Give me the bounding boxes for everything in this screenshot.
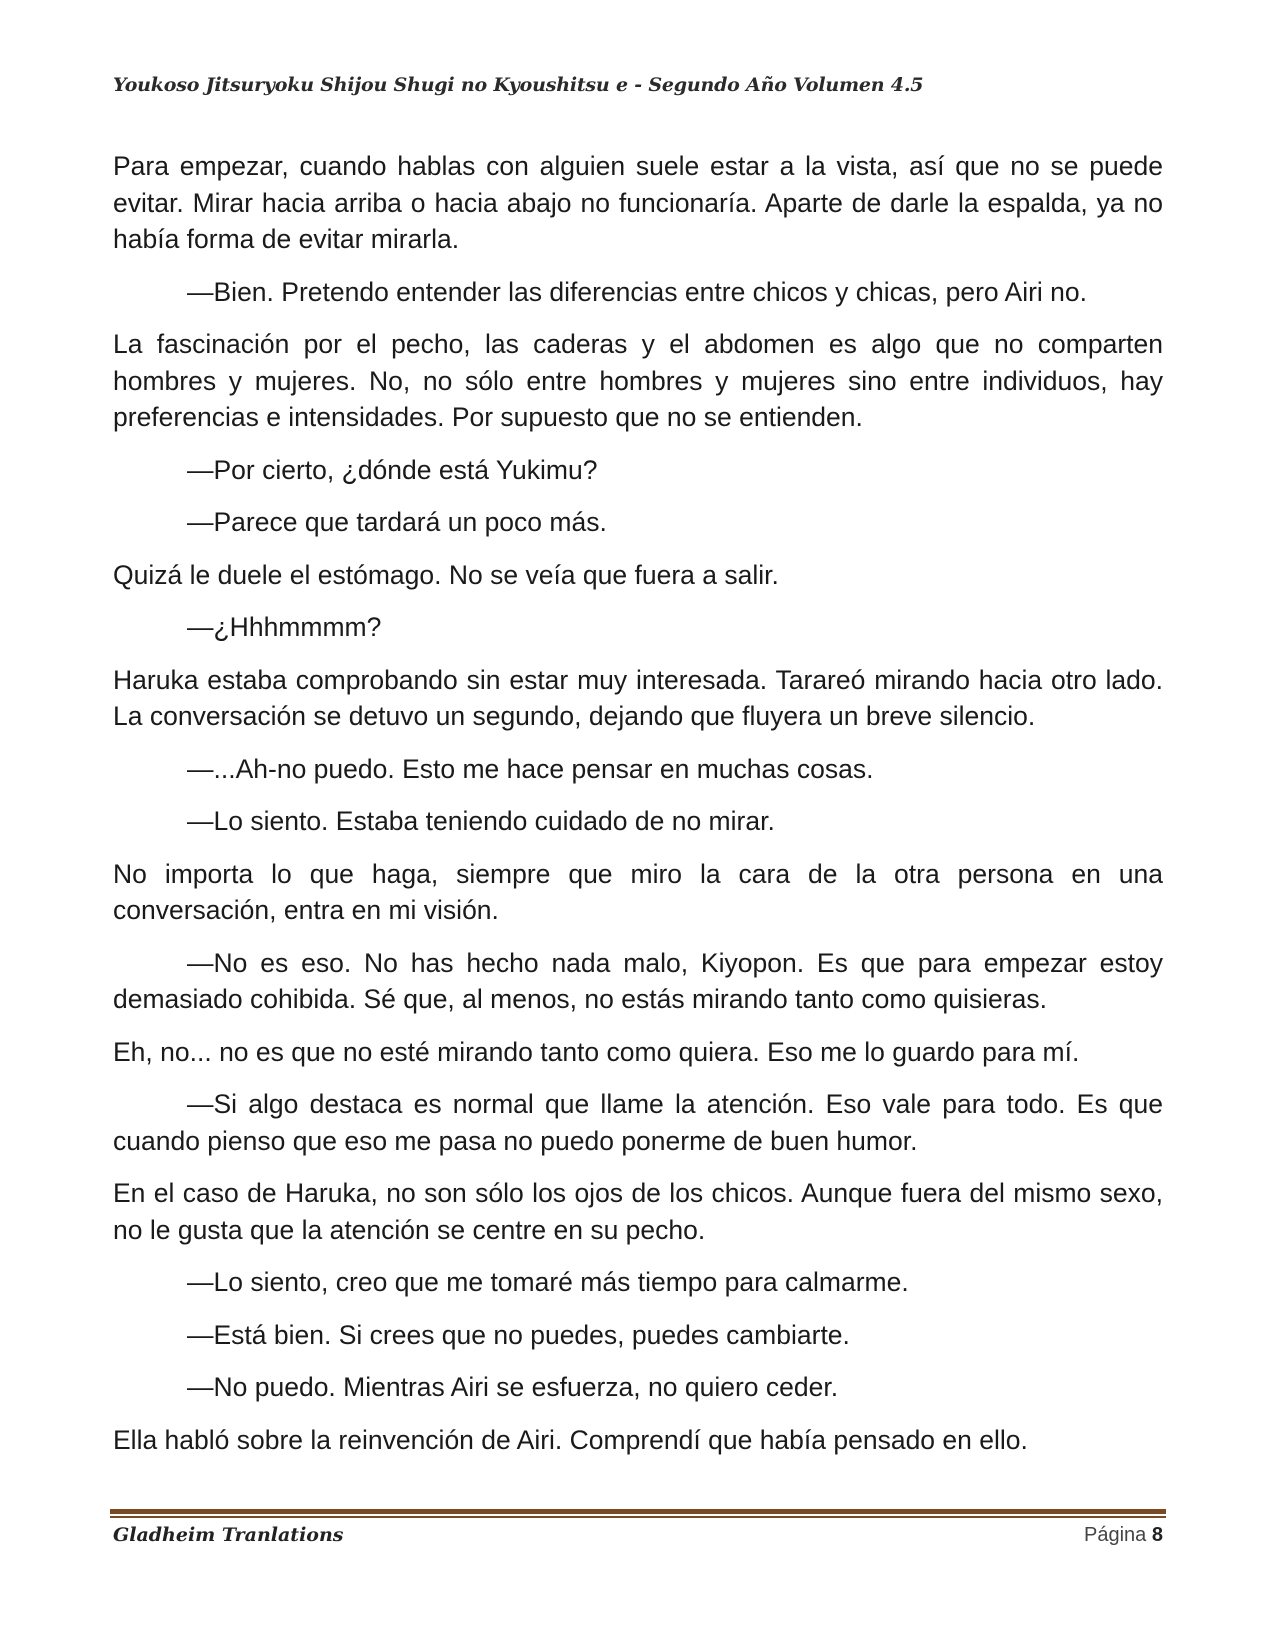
dialog-line: —Lo siento, creo que me tomaré más tiempo para calmarme. (187, 1267, 909, 1297)
paragraph: Ella habló sobre la reinvención de Airi. Comprendí que había pensado en ello. (113, 1424, 1028, 1455)
dialog-line: —...Ah-no puedo. Esto me hace pensar en muchas cosas. (187, 753, 874, 784)
body-text (113, 148, 1163, 1474)
page-header-title: Youkoso Jitsuryoku Shijou Shugi no Kyoushitsu e - Segundo Año Volumen 4.5 (113, 74, 924, 96)
dialog-line: —Está bien. Si crees que no puedes, puedes cambiarte. (187, 1319, 850, 1350)
paragraph: Quizá le duele el estómago. No se veía que fuera a salir. (113, 559, 779, 590)
paragraph: Haruka estaba comprobando sin estar muy interesada. Tarareó mirando hacia otro lado. La conversación se detuvo un segundo, dejando que fluyera un breve silencio. (113, 664, 1163, 731)
page-label: Página (1084, 1524, 1147, 1546)
dialog-line: —Si algo destaca es normal que llame la atención. Eso vale para todo. Es que cuando pienso que eso me pasa no puedo ponerme de buen humor. (113, 1089, 1163, 1156)
dialog-line: —Lo siento. Estaba teniendo cuidado de no mirar. (187, 806, 775, 836)
paragraph: En el caso de Haruka, no son sólo los ojos de los chicos. Aunque fuera del mismo sexo, no le gusta que la atención se centre en su pecho. (113, 1178, 1163, 1245)
footer-divider-thick (110, 1509, 1166, 1514)
paragraph: Eh, no... no es que no esté mirando tanto como quiera. Eso me lo guardo para mí. (113, 1036, 1080, 1067)
footer-group-name: Gladheim Tranlations (113, 1524, 344, 1546)
dialog-line: —No es eso. No has hecho nada malo, Kiyopon. Es que para empezar estoy demasiado cohibida. Sé que, al menos, no estás mirando tanto como quisieras. (113, 947, 1163, 1014)
paragraph: La fascinación por el pecho, las caderas y el abdomen es algo que no comparten hombres y mujeres. No, no sólo entre hombres y mujeres sino entre individuos, hay preferencias e intensidades. Por supuesto que no se entienden. (113, 329, 1163, 432)
dialog-line: —Por cierto, ¿dónde está Yukimu? (187, 454, 598, 485)
dialog-line: —Parece que tardará un poco más. (187, 507, 607, 537)
paragraph: Para empezar, cuando hablas con alguien suele estar a la vista, así que no se puede evitar. Mirar hacia arriba o hacia abajo no funcionaría. Aparte de darle la espalda, ya no había forma de evitar mirarla. (113, 151, 1163, 254)
paragraph: No importa lo que haga, siempre que miro la cara de la otra persona en una conversación, entra en mi visión. (113, 858, 1163, 925)
footer-divider-thin (110, 1516, 1166, 1518)
dialog-line: —Bien. Pretendo entender las diferencias entre chicos y chicas, pero Airi no. (187, 276, 1088, 307)
dialog-line: —¿Hhhmmmm? (187, 612, 382, 642)
footer-page-indicator (1084, 1524, 1163, 1547)
page-number: 8 (1151, 1524, 1163, 1546)
dialog-line: —No puedo. Mientras Airi se esfuerza, no quiero ceder. (187, 1372, 839, 1402)
